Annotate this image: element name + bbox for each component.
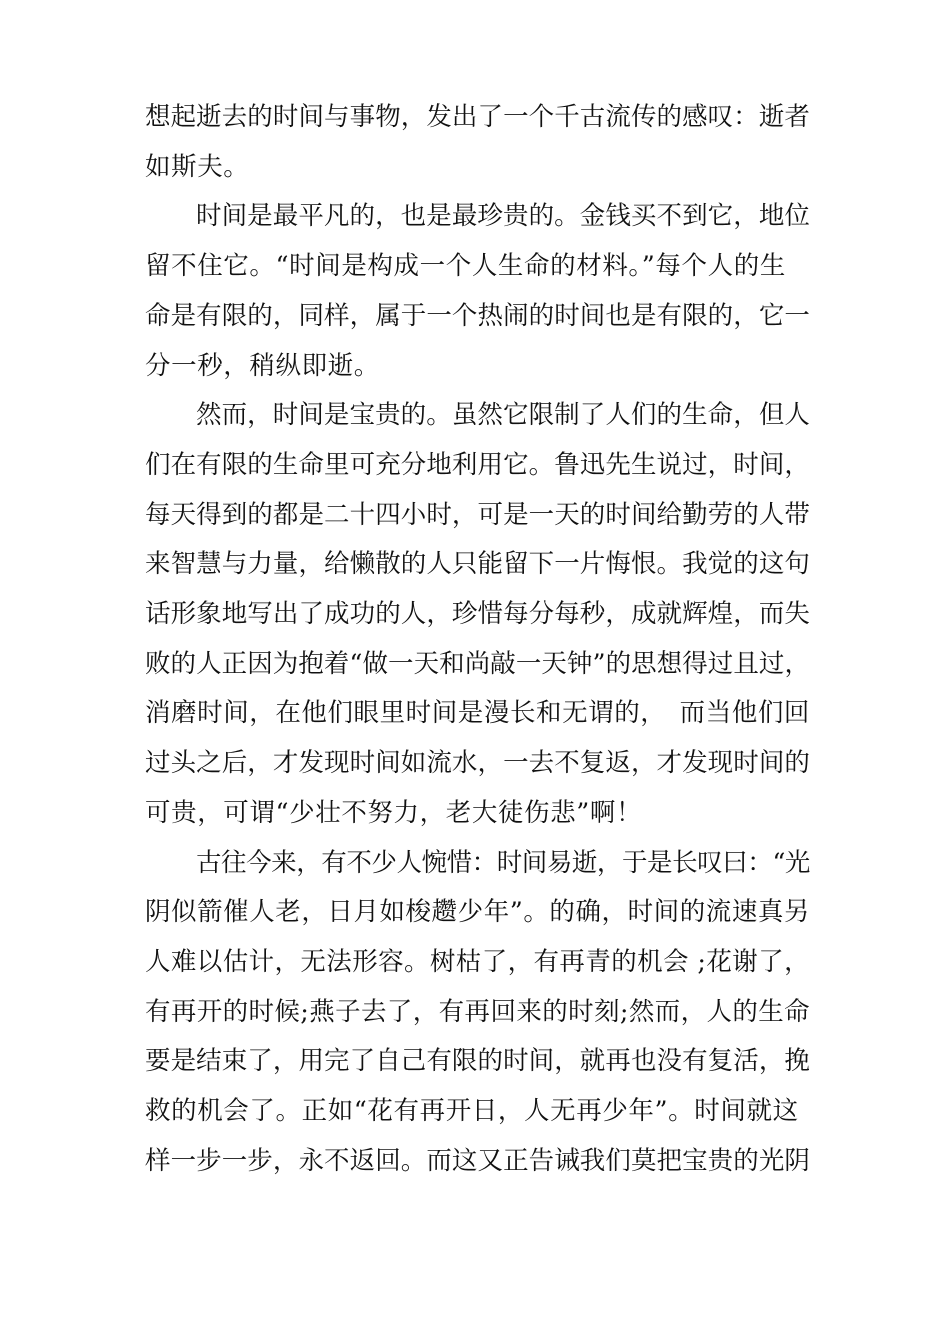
text-line: 留不住它。“时间是构成一个人生命的材料。”每个人的生 (145, 251, 786, 282)
text-line: 人难以估计，无法形容。树枯了，有再青的机会 ;花谢了， (145, 946, 810, 977)
text-line: 分一秒，稍纵即逝。 (145, 350, 380, 381)
text-line: 们在有限的生命里可充分地利用它。鲁迅先生说过，时间， (145, 449, 810, 480)
text-line: 如斯夫。 (145, 151, 250, 182)
paragraph-1 (145, 93, 810, 192)
text-line: 阴似箭催人老，日月如梭趱少年”。的确，时间的流速真另 (145, 897, 810, 928)
text-line: 古往今来，有不少人惋惜：时间易逝，于是长叹曰：“光 (196, 847, 810, 878)
text-line: 然而，时间是宝贵的。虽然它限制了人们的生命，但人 (196, 400, 810, 431)
text-line: 话形象地写出了成功的人，珍惜每分每秒，成就辉煌，而失 (145, 599, 810, 630)
paragraph-3 (145, 391, 810, 838)
text-line: 救的机会了。正如“花有再开日，人无再少年”。时间就这 (145, 1096, 799, 1127)
text-line: 样一步一步，永不返回。而这又正告诫我们莫把宝贵的光阴 (145, 1145, 810, 1176)
text-line: 想起逝去的时间与事物，发出了一个千古流传的感叹：逝者 (145, 102, 810, 132)
text-line: 每天得到的都是二十四小时，可是一天的时间给勤劳的人带 (145, 499, 810, 530)
document-body (145, 93, 810, 1186)
text-line: 过头之后，才发现时间如流水，一去不复返，才发现时间的 (145, 748, 810, 779)
text-line: 要是结束了，用完了自己有限的时间，就再也没有复活，挽 (145, 1046, 810, 1077)
text-line: 消磨时间，在他们眼里时间是漫长和无谓的， 而当他们回 (145, 698, 810, 729)
text-line: 命是有限的，同样，属于一个热闹的时间也是有限的，它一 (145, 300, 810, 331)
text-line: 时间是最平凡的，也是最珍贵的。金钱买不到它，地位 (196, 201, 810, 232)
paragraph-4 (145, 839, 810, 1187)
text-line: 来智慧与力量，给懒散的人只能留下一片悔恨。我觉的这句 (145, 549, 810, 580)
text-line: 可贵，可谓“少壮不努力，老大徒伤悲”啊！ (145, 797, 643, 828)
text-line: 有再开的时候;燕子去了，有再回来的时刻;然而，人的生命 (145, 996, 810, 1027)
text-line: 败的人正因为抱着“做一天和尚敲一天钟”的思想得过且过， (145, 648, 810, 679)
paragraph-2 (145, 192, 810, 391)
